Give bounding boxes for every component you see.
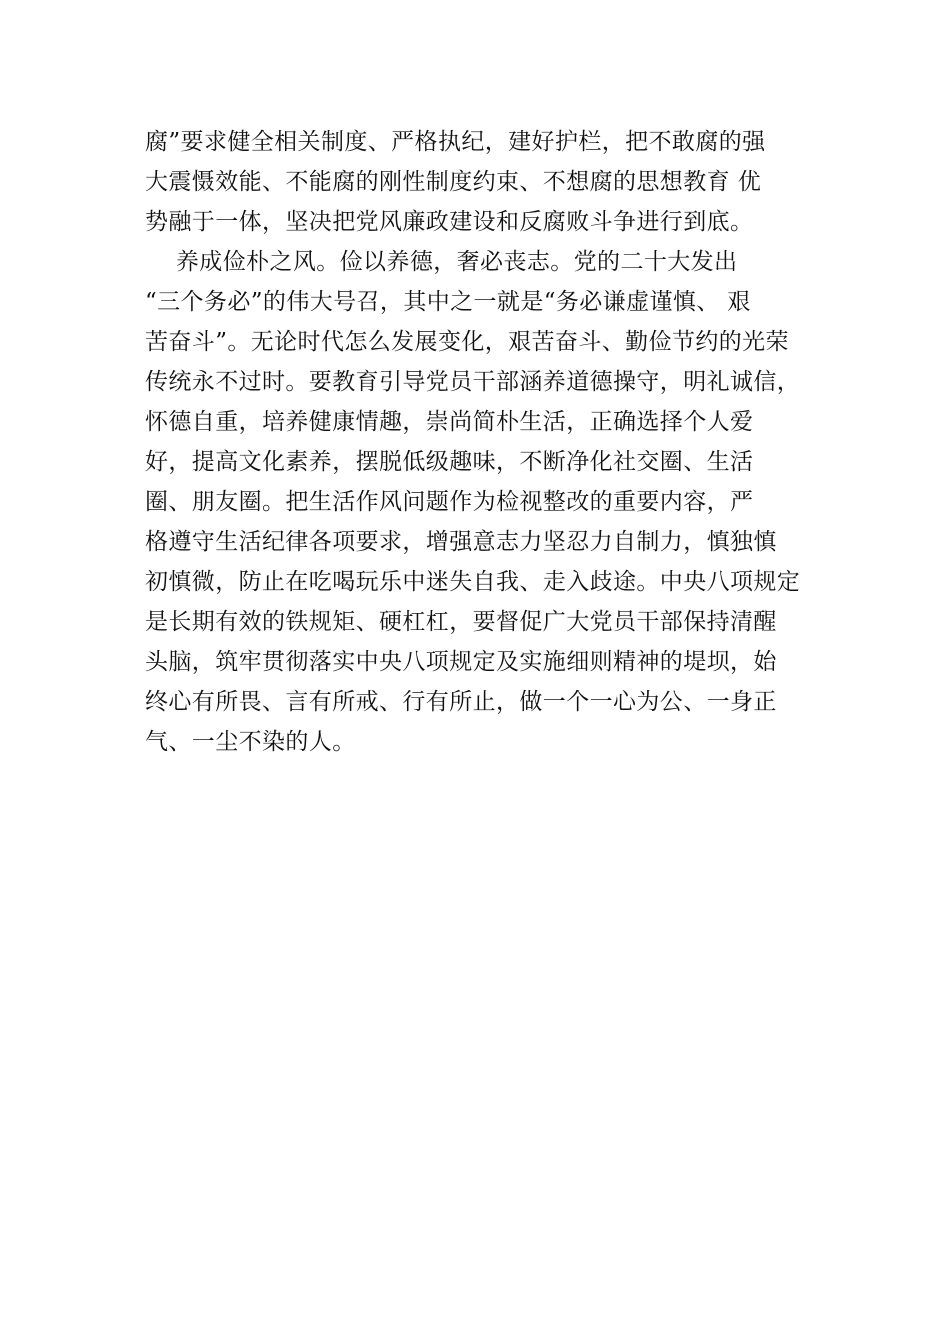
body-text (145, 122, 845, 762)
text-line: 苦奋斗”。无论时代怎么发展变化，艰苦奋斗、勤俭节约的光荣 (145, 329, 789, 355)
text-line: 腐”要求健全相关制度、严格执纪，建好护栏，把不敢腐的强 (145, 129, 766, 155)
text-line: 势融于一体，坚决把党风廉政建设和反腐败斗争进行到底。 (145, 209, 754, 235)
text-line: 格遵守生活纪律各项要求，增强意志力坚忍力自制力，慎独慎 (145, 529, 777, 555)
text-line: 气、一尘不染的人。 (145, 729, 356, 755)
text-line: 怀德自重，培养健康情趣，崇尚简朴生活，正确选择个人爱 (145, 409, 754, 435)
text-line: 是长期有效的铁规矩、硬杠杠，要督促广大党员干部保持清醒 (145, 609, 777, 635)
text-line: 传统永不过时。要教育引导党员干部涵养道德操守，明礼诚信， (145, 369, 801, 395)
text-line: 初慎微，防止在吃喝玩乐中迷失自我、走入歧途。中央八项规定 (145, 569, 801, 595)
text-line: “三个务必”的伟大号召，其中之一就是“务必谦虚谨慎、 艰 (145, 289, 751, 315)
text-line: 终心有所畏、言有所戒、行有所止，做一个一心为公、一身正 (145, 689, 777, 715)
text-line: 好，提高文化素养，摆脱低级趣味，不断净化社交圈、生活 (145, 449, 754, 475)
text-line: 头脑，筑牢贯彻落实中央八项规定及实施细则精神的堤坝，始 (145, 649, 777, 675)
text-line: 圈、朋友圈。把生活作风问题作为检视整改的重要内容，严 (145, 489, 754, 515)
text-line: 大震慑效能、不能腐的刚性制度约束、不想腐的思想教育 优 (145, 169, 762, 195)
paragraph-start-line: 养成俭朴之风。俭以养德，奢必丧志。党的二十大发出 (145, 249, 738, 275)
